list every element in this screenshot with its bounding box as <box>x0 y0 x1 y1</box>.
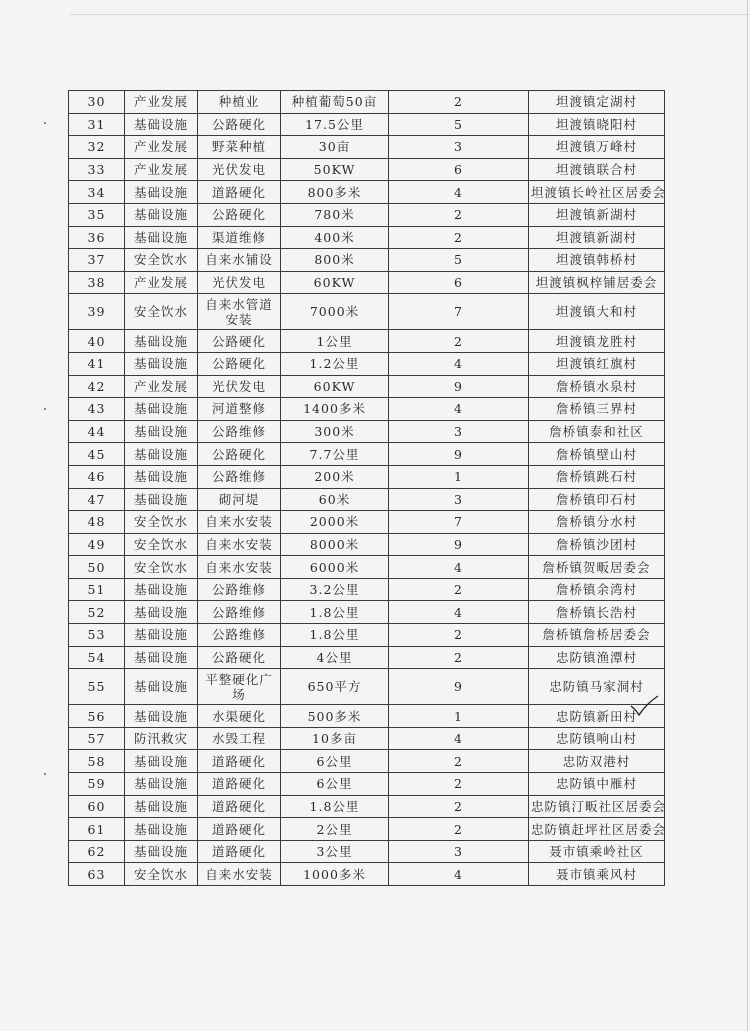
category-cell: 基础设施 <box>125 773 198 796</box>
scale-cell: 60米 <box>281 488 389 511</box>
scan-speck <box>44 408 46 410</box>
scale-cell: 60KW <box>281 375 389 398</box>
item-cell: 自来水安装 <box>198 533 281 556</box>
item-cell: 公路硬化 <box>198 203 281 226</box>
count-cell: 2 <box>389 795 529 818</box>
row-number: 40 <box>69 330 125 353</box>
scale-cell: 7.7公里 <box>281 443 389 466</box>
table-row <box>69 488 665 511</box>
scale-cell: 500多米 <box>281 705 389 728</box>
scan-speck <box>44 122 46 124</box>
scale-cell: 60KW <box>281 271 389 294</box>
category-cell: 产业发展 <box>125 136 198 159</box>
category-cell: 安全饮水 <box>125 533 198 556</box>
row-number: 37 <box>69 249 125 272</box>
category-cell: 基础设施 <box>125 750 198 773</box>
location-cell: 坦渡镇长岭社区居委会 <box>529 181 665 204</box>
category-cell: 基础设施 <box>125 181 198 204</box>
table-row <box>69 840 665 863</box>
table-row <box>69 420 665 443</box>
category-cell: 安全饮水 <box>125 249 198 272</box>
row-number: 32 <box>69 136 125 159</box>
location-cell: 坦渡镇枫梓铺居委会 <box>529 271 665 294</box>
location-cell: 詹桥镇水泉村 <box>529 375 665 398</box>
item-cell: 自来水安装 <box>198 556 281 579</box>
category-cell: 基础设施 <box>125 624 198 647</box>
table-row <box>69 727 665 750</box>
item-cell: 自来水铺设 <box>198 249 281 272</box>
row-number: 34 <box>69 181 125 204</box>
count-cell: 3 <box>389 420 529 443</box>
count-cell: 1 <box>389 705 529 728</box>
count-cell: 2 <box>389 91 529 114</box>
category-cell: 基础设施 <box>125 646 198 669</box>
table-row <box>69 113 665 136</box>
count-cell: 4 <box>389 863 529 886</box>
project-table-body <box>69 91 665 886</box>
count-cell: 2 <box>389 750 529 773</box>
scale-cell: 7000米 <box>281 294 389 330</box>
scale-cell: 8000米 <box>281 533 389 556</box>
item-cell: 公路硬化 <box>198 352 281 375</box>
row-number: 54 <box>69 646 125 669</box>
location-cell: 坦渡镇晓阳村 <box>529 113 665 136</box>
count-cell: 4 <box>389 181 529 204</box>
table-row <box>69 158 665 181</box>
location-cell: 詹桥镇印石村 <box>529 488 665 511</box>
count-cell: 4 <box>389 556 529 579</box>
row-number: 57 <box>69 727 125 750</box>
count-cell: 2 <box>389 773 529 796</box>
location-cell: 詹桥镇三界村 <box>529 398 665 421</box>
category-cell: 安全饮水 <box>125 863 198 886</box>
scale-cell: 50KW <box>281 158 389 181</box>
scale-cell: 200米 <box>281 465 389 488</box>
item-cell: 公路维修 <box>198 601 281 624</box>
location-cell: 忠防双港村 <box>529 750 665 773</box>
scale-cell: 1.8公里 <box>281 795 389 818</box>
scale-cell: 400米 <box>281 226 389 249</box>
table-row <box>69 556 665 579</box>
row-number: 61 <box>69 818 125 841</box>
location-cell: 坦渡镇联合村 <box>529 158 665 181</box>
count-cell: 5 <box>389 249 529 272</box>
check-mark-icon <box>628 694 662 718</box>
table-row <box>69 818 665 841</box>
category-cell: 基础设施 <box>125 705 198 728</box>
scale-cell: 2公里 <box>281 818 389 841</box>
category-cell: 基础设施 <box>125 443 198 466</box>
item-cell: 自来水安装 <box>198 511 281 534</box>
category-cell: 基础设施 <box>125 795 198 818</box>
location-cell: 坦渡镇新湖村 <box>529 203 665 226</box>
scale-cell: 780米 <box>281 203 389 226</box>
item-cell: 公路硬化 <box>198 443 281 466</box>
item-cell: 平整硬化广场 <box>198 669 281 705</box>
table-row <box>69 601 665 624</box>
table-row <box>69 226 665 249</box>
category-cell: 基础设施 <box>125 601 198 624</box>
count-cell: 4 <box>389 727 529 750</box>
table-row <box>69 136 665 159</box>
location-cell: 忠防镇中雁村 <box>529 773 665 796</box>
table-row <box>69 181 665 204</box>
table-row <box>69 773 665 796</box>
scale-cell: 4公里 <box>281 646 389 669</box>
item-cell: 公路硬化 <box>198 113 281 136</box>
row-number: 50 <box>69 556 125 579</box>
row-number: 46 <box>69 465 125 488</box>
scan-edge-right <box>747 0 748 1031</box>
location-cell: 詹桥镇分水村 <box>529 511 665 534</box>
category-cell: 基础设施 <box>125 398 198 421</box>
count-cell: 3 <box>389 136 529 159</box>
row-number: 63 <box>69 863 125 886</box>
count-cell: 2 <box>389 646 529 669</box>
scale-cell: 6000米 <box>281 556 389 579</box>
row-number: 35 <box>69 203 125 226</box>
table-row <box>69 91 665 114</box>
category-cell: 基础设施 <box>125 352 198 375</box>
location-cell: 詹桥镇长浩村 <box>529 601 665 624</box>
category-cell: 产业发展 <box>125 375 198 398</box>
category-cell: 防汛救灾 <box>125 727 198 750</box>
item-cell: 道路硬化 <box>198 840 281 863</box>
count-cell: 6 <box>389 271 529 294</box>
location-cell: 詹桥镇沙团村 <box>529 533 665 556</box>
category-cell: 产业发展 <box>125 91 198 114</box>
row-number: 52 <box>69 601 125 624</box>
category-cell: 安全饮水 <box>125 556 198 579</box>
row-number: 36 <box>69 226 125 249</box>
table-row <box>69 624 665 647</box>
scale-cell: 3公里 <box>281 840 389 863</box>
table-row <box>69 249 665 272</box>
count-cell: 2 <box>389 578 529 601</box>
item-cell: 河道整修 <box>198 398 281 421</box>
table-row <box>69 375 665 398</box>
item-cell: 野菜种植 <box>198 136 281 159</box>
row-number: 56 <box>69 705 125 728</box>
location-cell: 忠防镇马家洞村 <box>529 669 665 705</box>
count-cell: 7 <box>389 511 529 534</box>
item-cell: 道路硬化 <box>198 750 281 773</box>
item-cell: 道路硬化 <box>198 181 281 204</box>
row-number: 38 <box>69 271 125 294</box>
table-row <box>69 352 665 375</box>
item-cell: 砌河堤 <box>198 488 281 511</box>
scan-speck <box>44 773 46 775</box>
item-cell: 自来水安装 <box>198 863 281 886</box>
item-cell: 道路硬化 <box>198 818 281 841</box>
table-row <box>69 533 665 556</box>
item-cell: 种植业 <box>198 91 281 114</box>
category-cell: 安全饮水 <box>125 511 198 534</box>
count-cell: 5 <box>389 113 529 136</box>
item-cell: 自来水管道安装 <box>198 294 281 330</box>
scale-cell: 6公里 <box>281 773 389 796</box>
count-cell: 3 <box>389 488 529 511</box>
scale-cell: 800米 <box>281 249 389 272</box>
scan-edge <box>70 0 750 15</box>
row-number: 58 <box>69 750 125 773</box>
location-cell: 坦渡镇红旗村 <box>529 352 665 375</box>
location-cell: 詹桥镇贺畈居委会 <box>529 556 665 579</box>
location-cell: 坦渡镇韩桥村 <box>529 249 665 272</box>
count-cell: 3 <box>389 840 529 863</box>
table-row <box>69 669 665 705</box>
row-number: 33 <box>69 158 125 181</box>
row-number: 39 <box>69 294 125 330</box>
location-cell: 坦渡镇龙胜村 <box>529 330 665 353</box>
scale-cell: 10多亩 <box>281 727 389 750</box>
item-cell: 道路硬化 <box>198 795 281 818</box>
category-cell: 安全饮水 <box>125 294 198 330</box>
scale-cell: 3.2公里 <box>281 578 389 601</box>
scale-cell: 650平方 <box>281 669 389 705</box>
item-cell: 光伏发电 <box>198 271 281 294</box>
table-row <box>69 646 665 669</box>
count-cell: 4 <box>389 601 529 624</box>
scale-cell: 1400多米 <box>281 398 389 421</box>
table-row <box>69 398 665 421</box>
table-row <box>69 330 665 353</box>
category-cell: 产业发展 <box>125 158 198 181</box>
row-number: 30 <box>69 91 125 114</box>
count-cell: 9 <box>389 443 529 466</box>
row-number: 49 <box>69 533 125 556</box>
scale-cell: 2000米 <box>281 511 389 534</box>
count-cell: 2 <box>389 624 529 647</box>
item-cell: 公路维修 <box>198 624 281 647</box>
scale-cell: 800多米 <box>281 181 389 204</box>
project-table <box>68 90 665 886</box>
location-cell: 詹桥镇壁山村 <box>529 443 665 466</box>
item-cell: 公路维修 <box>198 578 281 601</box>
table-row <box>69 750 665 773</box>
category-cell: 基础设施 <box>125 818 198 841</box>
category-cell: 基础设施 <box>125 113 198 136</box>
item-cell: 道路硬化 <box>198 773 281 796</box>
count-cell: 2 <box>389 330 529 353</box>
row-number: 59 <box>69 773 125 796</box>
category-cell: 基础设施 <box>125 330 198 353</box>
location-cell: 詹桥镇余湾村 <box>529 578 665 601</box>
row-number: 31 <box>69 113 125 136</box>
location-cell: 坦渡镇大和村 <box>529 294 665 330</box>
location-cell: 忠防镇渔潭村 <box>529 646 665 669</box>
location-cell: 忠防镇赶坪社区居委会 <box>529 818 665 841</box>
category-cell: 基础设施 <box>125 465 198 488</box>
table-row <box>69 465 665 488</box>
row-number: 42 <box>69 375 125 398</box>
scale-cell: 1.8公里 <box>281 624 389 647</box>
scale-cell: 17.5公里 <box>281 113 389 136</box>
category-cell: 基础设施 <box>125 669 198 705</box>
item-cell: 公路硬化 <box>198 330 281 353</box>
count-cell: 4 <box>389 352 529 375</box>
item-cell: 水毁工程 <box>198 727 281 750</box>
location-cell: 坦渡镇定湖村 <box>529 91 665 114</box>
item-cell: 水渠硬化 <box>198 705 281 728</box>
row-number: 53 <box>69 624 125 647</box>
item-cell: 光伏发电 <box>198 158 281 181</box>
row-number: 43 <box>69 398 125 421</box>
count-cell: 1 <box>389 465 529 488</box>
location-cell: 詹桥镇詹桥居委会 <box>529 624 665 647</box>
row-number: 55 <box>69 669 125 705</box>
row-number: 51 <box>69 578 125 601</box>
row-number: 60 <box>69 795 125 818</box>
location-cell: 詹桥镇跳石村 <box>529 465 665 488</box>
location-cell: 忠防镇汀畈社区居委会 <box>529 795 665 818</box>
scale-cell: 1000多米 <box>281 863 389 886</box>
table-row <box>69 443 665 466</box>
table-row <box>69 271 665 294</box>
category-cell: 基础设施 <box>125 488 198 511</box>
scale-cell: 30亩 <box>281 136 389 159</box>
scale-cell: 1公里 <box>281 330 389 353</box>
table-row <box>69 795 665 818</box>
location-cell: 忠防镇响山村 <box>529 727 665 750</box>
row-number: 44 <box>69 420 125 443</box>
count-cell: 9 <box>389 533 529 556</box>
count-cell: 9 <box>389 669 529 705</box>
table-row <box>69 705 665 728</box>
location-cell: 詹桥镇泰和社区 <box>529 420 665 443</box>
row-number: 41 <box>69 352 125 375</box>
count-cell: 9 <box>389 375 529 398</box>
count-cell: 2 <box>389 818 529 841</box>
category-cell: 产业发展 <box>125 271 198 294</box>
count-cell: 7 <box>389 294 529 330</box>
location-cell: 坦渡镇万峰村 <box>529 136 665 159</box>
table-row <box>69 203 665 226</box>
item-cell: 光伏发电 <box>198 375 281 398</box>
location-cell: 坦渡镇新湖村 <box>529 226 665 249</box>
row-number: 45 <box>69 443 125 466</box>
scale-cell: 种植葡萄50亩 <box>281 91 389 114</box>
count-cell: 2 <box>389 203 529 226</box>
location-cell: 聂市镇乘岭社区 <box>529 840 665 863</box>
category-cell: 基础设施 <box>125 226 198 249</box>
count-cell: 4 <box>389 398 529 421</box>
category-cell: 基础设施 <box>125 578 198 601</box>
count-cell: 2 <box>389 226 529 249</box>
location-cell: 聂市镇乘风村 <box>529 863 665 886</box>
table-row <box>69 863 665 886</box>
table-row <box>69 294 665 330</box>
category-cell: 基础设施 <box>125 420 198 443</box>
category-cell: 基础设施 <box>125 840 198 863</box>
row-number: 48 <box>69 511 125 534</box>
row-number: 62 <box>69 840 125 863</box>
row-number: 47 <box>69 488 125 511</box>
scale-cell: 6公里 <box>281 750 389 773</box>
scale-cell: 1.8公里 <box>281 601 389 624</box>
count-cell: 6 <box>389 158 529 181</box>
table-row <box>69 511 665 534</box>
location-cell: 忠防镇新田村 <box>529 705 665 728</box>
scale-cell: 300米 <box>281 420 389 443</box>
table-row <box>69 578 665 601</box>
scale-cell: 1.2公里 <box>281 352 389 375</box>
item-cell: 公路硬化 <box>198 646 281 669</box>
category-cell: 基础设施 <box>125 203 198 226</box>
item-cell: 渠道维修 <box>198 226 281 249</box>
item-cell: 公路维修 <box>198 465 281 488</box>
item-cell: 公路维修 <box>198 420 281 443</box>
